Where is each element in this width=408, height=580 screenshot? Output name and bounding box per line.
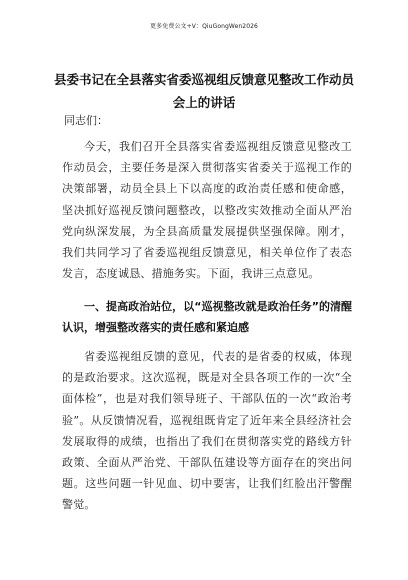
section-heading-1: 一、提高政治站位，以“巡视整改就是政治任务”的清醒认识，增强整改落实的责任感和紧迫感 (62, 300, 352, 334)
header-note: 更多免费公文+V：QiuGongWen2026 (150, 23, 258, 30)
intro-paragraph: 今天，我们召开全县落实省委巡视组反馈意见整改工作动员会，主要任务是深入贯彻落实省委关于巡视工作的决策部署，动员全县上下以高度的政治责任感和使命感，坚决抓好巡视反馈问题整改，以整改实效推动全面从严治党向纵深发展，为全县高质量发展提供坚强保障。刚才，我们共同学习了省委巡视组反馈意见，相关单位作了表态发言，态度诚恳、措施务实。下面，我讲三点意见。 (62, 140, 352, 281)
section-1-paragraph: 省委巡视组反馈的意见，代表的是省委的权威，体现的是政治要求。这次巡视，既是对全县各项工作的一次“全面体检”，也是对我们领导班子、干部队伍的一次“政治考验”。从反馈情况看，巡视组既肯定了近年来全县经济社会发展取得的成绩，也指出了我们在贯彻落实党的路线方针政策、全面从严治党、干部队伍建设等方面存在的突出问题。这些问题一针见血、切中要害，让我们红脸出汗警醒警觉。 (62, 350, 352, 512)
salutation: 同志们： (64, 114, 108, 127)
document-title: 县委书记在全县落实省委巡视组反馈意见整改工作动员会上的讲话 (53, 72, 354, 110)
